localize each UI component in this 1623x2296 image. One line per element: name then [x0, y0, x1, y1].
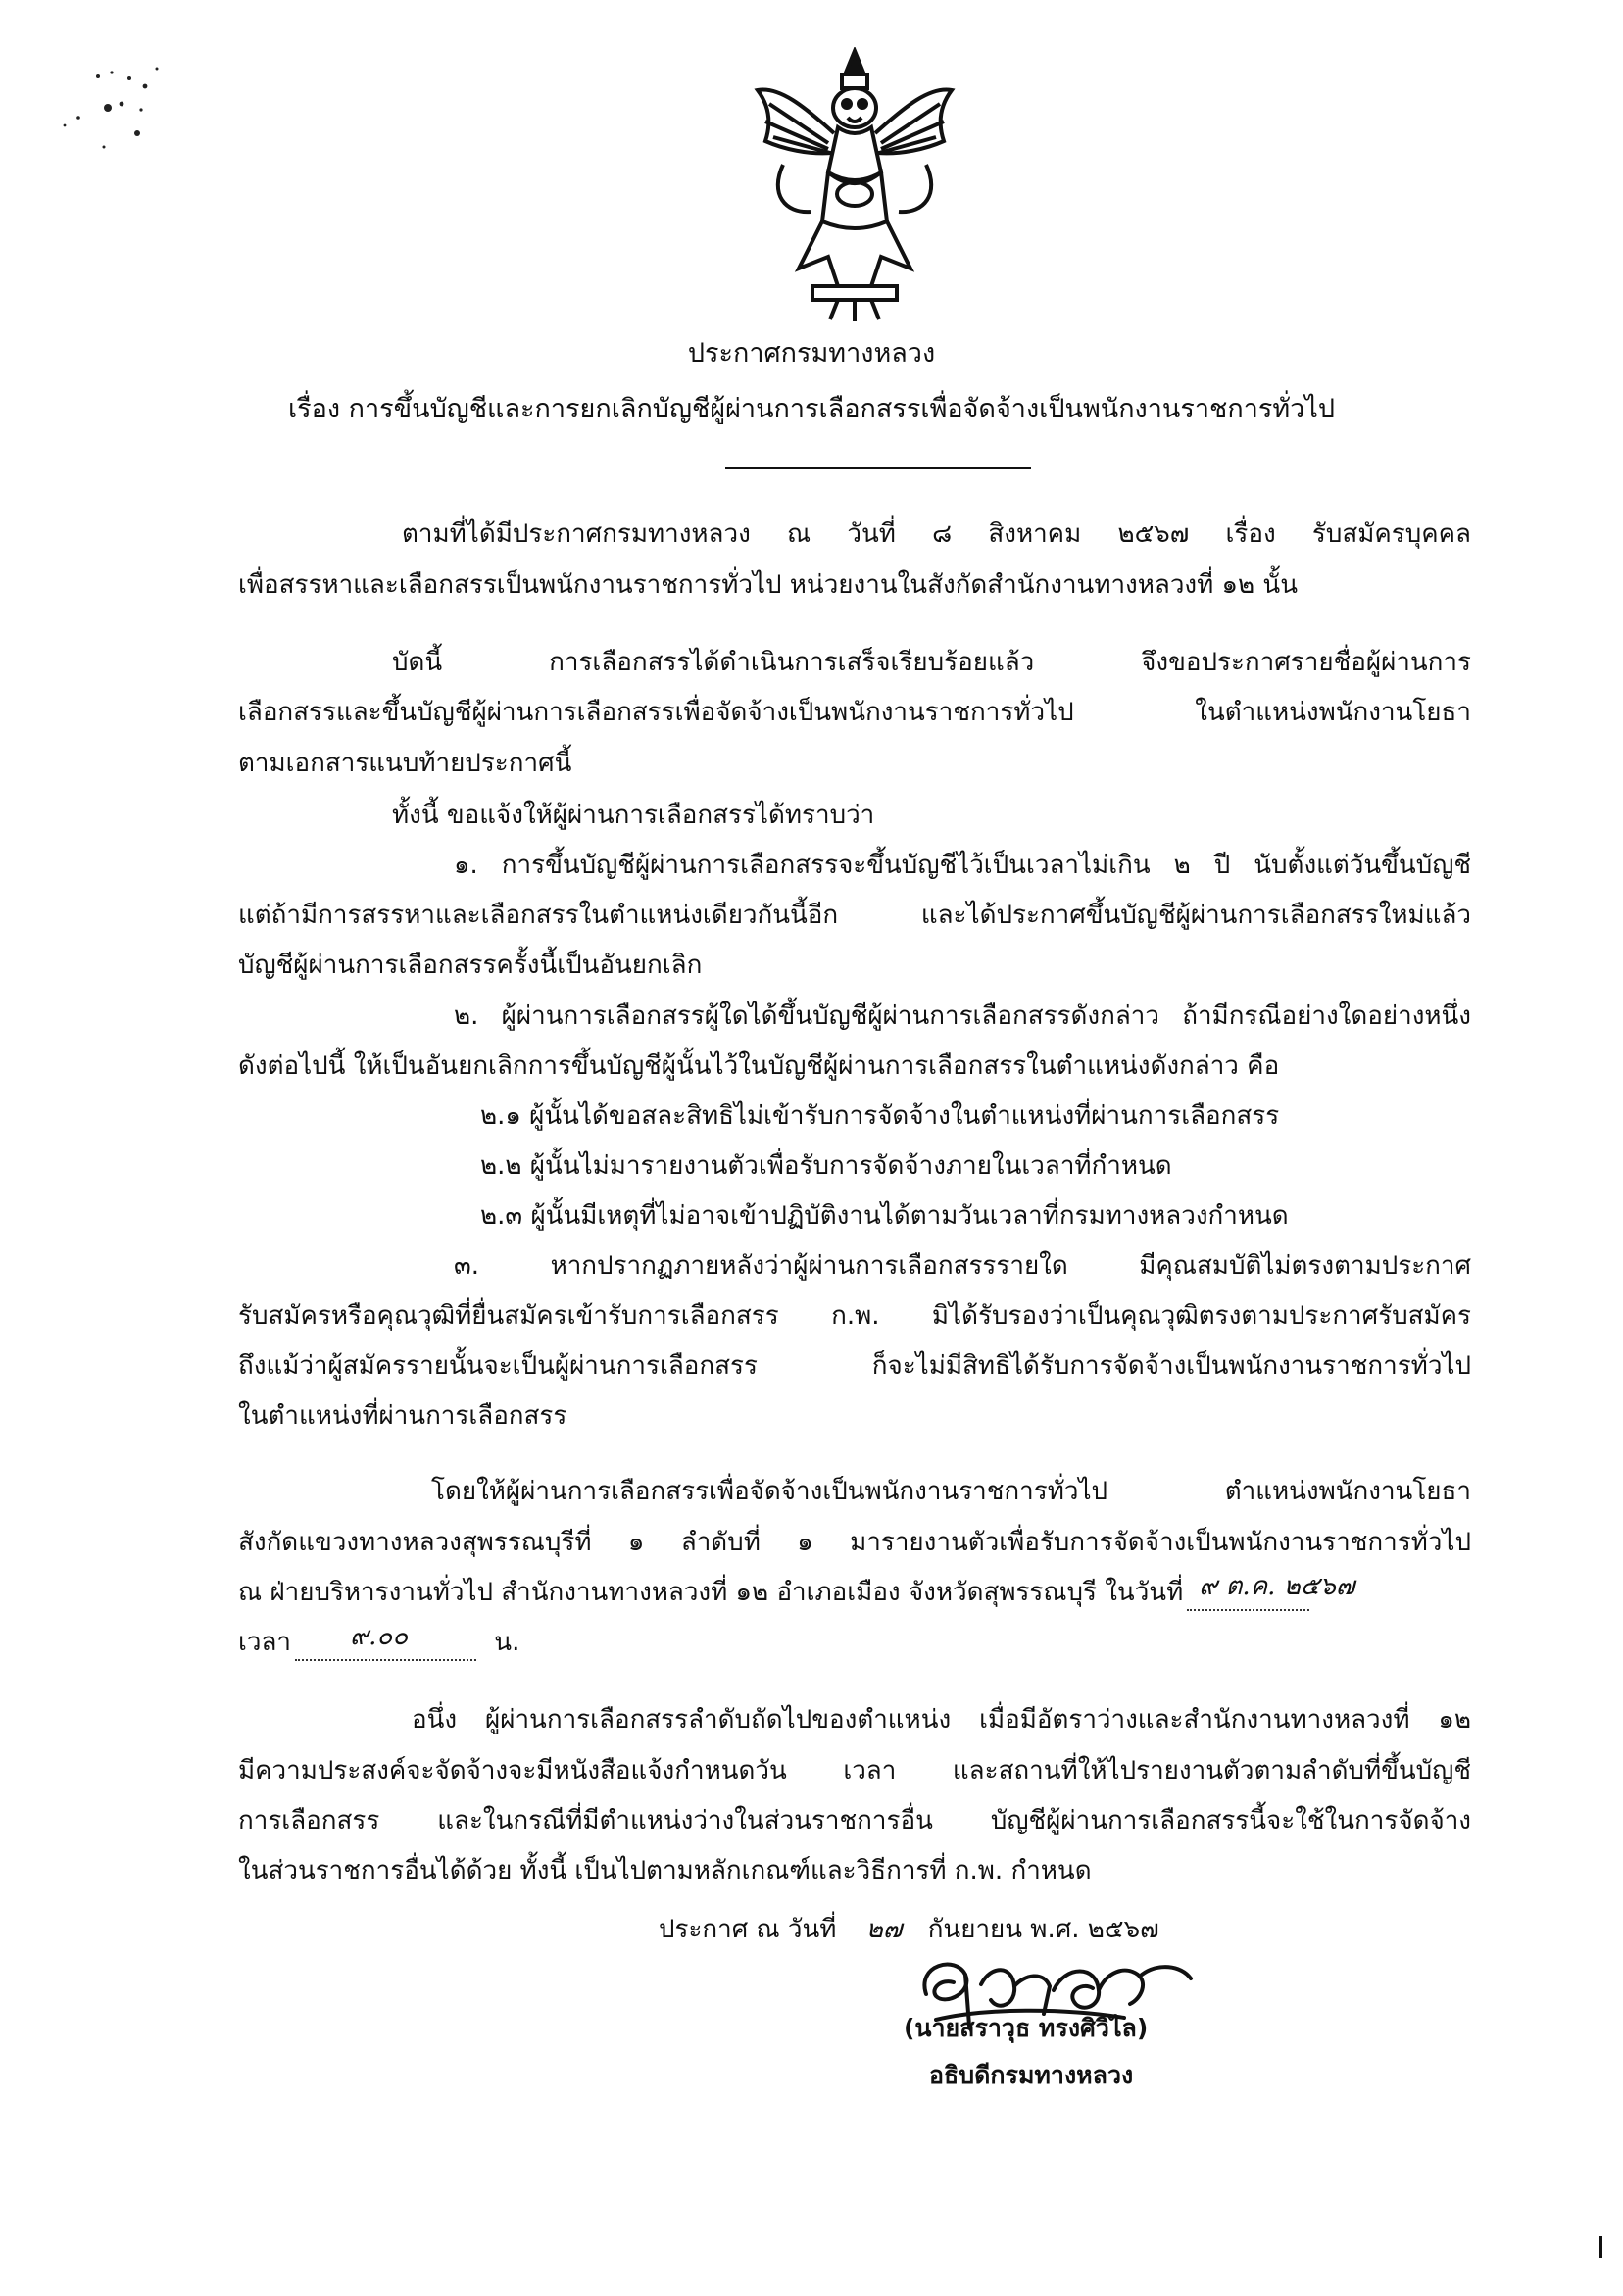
- paragraph-2-line-1: บัดนี้ การเลือกสรรได้ดำเนินการเสร็จเรียบร้อยแล้ว จึงขอประกาศรายชื่อผู้ผ่านการ: [392, 648, 1471, 677]
- paragraph-4-line-2: สังกัดแขวงทางหลวงสุพรรณบุรีที่ ๑ ลำดับที่ ๑ มารายงานตัวเพื่อรับการจัดจ้างเป็นพนักงานราชการทั่วไป: [238, 1528, 1471, 1557]
- item-3-line-4: ในตำแหน่งที่ผ่านการเลือกสรร: [238, 1401, 567, 1431]
- paragraph-4-line-3: [238, 1572, 1355, 1611]
- signatory-name: (นายสราวุธ ทรงศิวิไล): [904, 2014, 1149, 2042]
- paragraph-4-line-1: โดยให้ผู้ผ่านการเลือกสรรเพื่อจัดจ้างเป็นพนักงานราชการทั่วไป ตำแหน่งพนักงานโยธา: [431, 1477, 1471, 1506]
- paragraph-2-line-2: เลือกสรรและขึ้นบัญชีผู้ผ่านการเลือกสรรเพื่อจัดจ้างเป็นพนักงานราชการทั่วไป ในตำแหน่งพนักงานโยธา: [238, 698, 1471, 727]
- item-1-line-3: บัญชีผู้ผ่านการเลือกสรรครั้งนี้เป็นอันยกเลิก: [238, 951, 703, 980]
- paragraph-5-line-2: มีความประสงค์จะจัดจ้างจะมีหนังสือแจ้งกำหนดวัน เวลา และสถานที่ให้ไปรายงานตัวตามลำดับที่ขึ้นบัญชี: [238, 1756, 1471, 1785]
- document-title: ประกาศกรมทางหลวง: [687, 338, 936, 368]
- scan-noise-marks: [39, 49, 206, 157]
- paragraph-5-line-3: การเลือกสรร และในกรณีที่มีตำแหน่งว่างในส่วนราชการอื่น บัญชีผู้ผ่านการเลือกสรรนี้จะใช้ในการจัดจ้าง: [238, 1806, 1471, 1835]
- report-time-label: เวลา: [238, 1628, 292, 1657]
- item-3-line-1: ๓. หากปรากฏภายหลังว่าผู้ผ่านการเลือกสรรรายใด มีคุณสมบัติไม่ตรงตามประกาศ: [454, 1251, 1471, 1281]
- document-subject: เรื่อง การขึ้นบัญชีและการยกเลิกบัญชีผู้ผ่านการเลือกสรรเพื่อจัดจ้างเป็นพนักงานราชการทั่วไป: [287, 394, 1336, 424]
- page-edge-mark: [1599, 2236, 1602, 2258]
- report-date-field: [1187, 1572, 1355, 1611]
- report-time-handwritten: ๙.๐๐: [350, 1622, 409, 1651]
- paragraph-1-line-1: ตามที่ได้มีประกาศกรมทางหลวง ณ วันที่ ๘ สิงหาคม ๒๕๖๗ เรื่อง รับสมัครบุคคล: [402, 519, 1471, 549]
- item-3-line-3: ถึงแม้ว่าผู้สมัครรายนั้นจะเป็นผู้ผ่านการเลือกสรร ก็จะไม่มีสิทธิได้รับการจัดจ้างเป็นพนักงานราชการทั่วไป: [238, 1351, 1471, 1381]
- report-time-field: [295, 1622, 476, 1661]
- title-underline: [725, 467, 1031, 469]
- paragraph-3-intro: ทั้งนี้ ขอแจ้งให้ผู้ผ่านการเลือกสรรได้ทราบว่า: [392, 801, 875, 830]
- announcement-day-handwritten: ๒๗: [865, 1915, 903, 1944]
- item-2-3: ๒.๓ ผู้นั้นมีเหตุที่ไม่อาจเข้าปฏิบัติงานได้ตามวันเวลาที่กรมทางหลวงกำหนด: [480, 1201, 1289, 1231]
- report-location-text: ณ ฝ่ายบริหารงานทั่วไป สำนักงานทางหลวงที่ ๑๒ อำเภอเมือง จังหวัดสุพรรณบุรี ในวันที่: [238, 1578, 1184, 1607]
- item-2-1: ๒.๑ ผู้นั้นได้ขอสละสิทธิไม่เข้ารับการจัดจ้างในตำแหน่งที่ผ่านการเลือกสรร: [480, 1101, 1280, 1131]
- announcement-date-prefix: ประกาศ ณ วันที่: [659, 1915, 837, 1944]
- paragraph-5-line-1: อนึ่ง ผู้ผ่านการเลือกสรรลำดับถัดไปของตำแหน่ง เมื่อมีอัตราว่างและสำนักงานทางหลวงที่ ๑๒: [412, 1705, 1471, 1734]
- announcement-date-suffix: กันยายน พ.ศ. ๒๕๖๗: [927, 1915, 1159, 1944]
- item-1-line-2: แต่ถ้ามีการสรรหาและเลือกสรรในตำแหน่งเดียวกันนี้อีก และได้ประกาศขึ้นบัญชีผู้ผ่านการเลือกสรรใหม่แล้ว: [238, 901, 1471, 930]
- item-3-line-2: รับสมัครหรือคุณวุฒิที่ยื่นสมัครเข้ารับการเลือกสรร ก.พ. มิได้รับรองว่าเป็นคุณวุฒิตรงตามประกาศรับสมัคร: [238, 1301, 1471, 1331]
- item-1-line-1: ๑. การขึ้นบัญชีผู้ผ่านการเลือกสรรจะขึ้นบัญชีไว้เป็นเวลาไม่เกิน ๒ ปี นับตั้งแต่วันขึ้นบัญชี: [454, 851, 1471, 880]
- paragraph-1-line-2: เพื่อสรรหาและเลือกสรรเป็นพนักงานราชการทั่วไป หน่วยงานในสังกัดสำนักงานทางหลวงที่ ๑๒ นั้น: [238, 570, 1298, 600]
- signatory-title: อธิบดีกรมทางหลวง: [929, 2061, 1134, 2089]
- garuda-emblem-icon: [750, 47, 960, 326]
- item-2-2: ๒.๒ ผู้นั้นไม่มารายงานตัวเพื่อรับการจัดจ้างภายในเวลาที่กำหนด: [480, 1151, 1172, 1181]
- report-date-handwritten: ๙ ต.ค. ๒๕๖๗: [1199, 1572, 1355, 1601]
- paragraph-4-line-4: [238, 1622, 520, 1661]
- item-2-line-1: ๒. ผู้ผ่านการเลือกสรรผู้ใดได้ขึ้นบัญชีผู้ผ่านการเลือกสรรดังกล่าว ถ้ามีกรณีอย่างใดอย่างหนึ่ง: [454, 1001, 1471, 1031]
- item-2-line-2: ดังต่อไปนี้ ให้เป็นอันยกเลิกการขึ้นบัญชีผู้นั้นไว้ในบัญชีผู้ผ่านการเลือกสรรในตำแหน่งดังกล่าว คือ: [238, 1051, 1280, 1081]
- paragraph-2-line-3: ตามเอกสารแนบท้ายประกาศนี้: [238, 749, 572, 778]
- report-time-unit: น.: [494, 1628, 520, 1657]
- paragraph-5-line-4: ในส่วนราชการอื่นได้ด้วย ทั้งนี้ เป็นไปตามหลักเกณฑ์และวิธีการที่ ก.พ. กำหนด: [238, 1856, 1092, 1885]
